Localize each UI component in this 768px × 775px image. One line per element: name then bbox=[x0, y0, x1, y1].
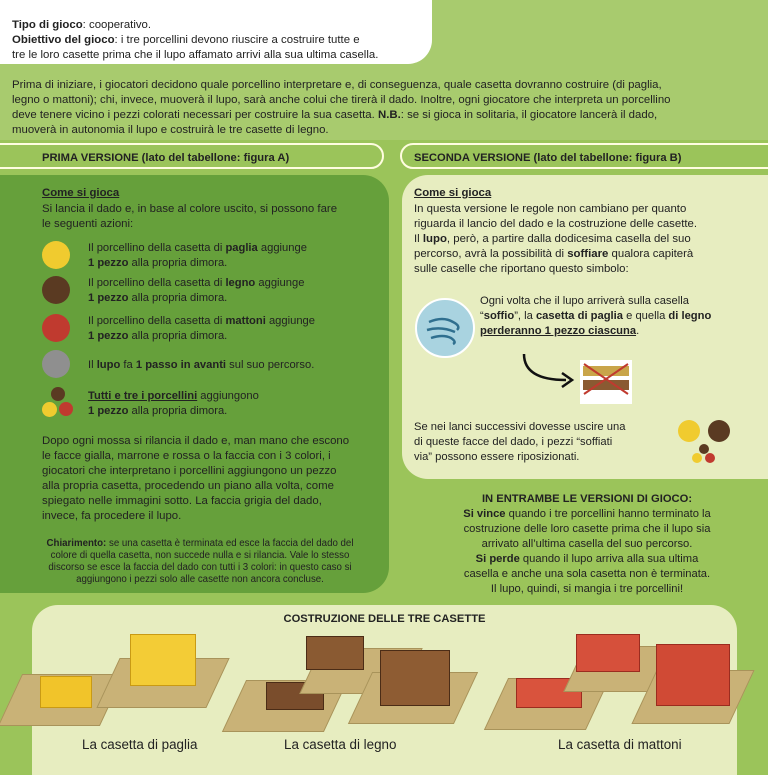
caption-straw: La casetta di paglia bbox=[82, 737, 198, 752]
version-a-panel bbox=[0, 175, 389, 593]
clarification: Chiarimento: se una casetta è terminata ed esce la faccia del dado del colore di quella casetta, non succede nulla e si rilancia. Vale lo stesso discorso se esce la faccia del dado con tutti i 3 colori: in questo caso si aggiungono i pezzi solo alle casette non ancora concluse. bbox=[46, 538, 354, 585]
game-info: Tipo di gioco: cooperativo. Obiettivo del gioco: i tre porcellini devono riuscire a costruire tutte e tre le loro casette prima che il lupo affamato arrivi alla sua ultima casella. bbox=[12, 19, 379, 61]
brick-house-illustration bbox=[486, 628, 742, 736]
version-b-text: In questa versione le regole non cambiano per quanto riguarda il lancio del dado e la costruzione delle casette. Il lupo, però, a partire dalla dodicesima casella del suo percorso, avrà la possibilità di soffiare qualora capiterà sulle caselle che riportano questo simbolo: bbox=[414, 203, 698, 275]
rule-row-brick: Il porcellino della casetta di mattoni aggiunge 1 pezzo alla propria dimora. bbox=[88, 315, 315, 342]
rule-row-straw: Il porcellino della casetta di paglia aggiunge 1 pezzo alla propria dimora. bbox=[88, 242, 307, 269]
yellow-die-face bbox=[42, 241, 70, 269]
red-die-face bbox=[42, 314, 70, 342]
tricolor-die-face bbox=[40, 387, 76, 421]
rule-row-wood: Il porcellino della casetta di legno aggiunge 1 pezzo alla propria dimora. bbox=[88, 277, 305, 304]
caption-brick: La casetta di mattoni bbox=[558, 737, 682, 752]
straw-house-illustration bbox=[8, 640, 228, 735]
win-lose-rules: IN ENTRAMBE LE VERSIONI DI GIOCO: Si vince quando i tre porcellini hanno terminato la costruzione delle loro casette prima che il lupo sia arrivato all’ultima casella del suo percorso. Si perde quando il lupo arriva alla sua ultima casella e anche una sola casetta non è terminata. Il lupo, quindi, si mangia i tre porcellini! bbox=[463, 493, 711, 595]
grey-die-face bbox=[42, 350, 70, 378]
intro-paragraph: Prima di iniziare, i giocatori decidono quale porcellino interpretare e, di conseguenza, quale casetta dovranno costruire (di paglia, legno o mattoni); chi, invece, muoverà il lupo, sarà anche colui che tirerà il dado. Inoltre, ogni giocatore che interpreta un porcellino deve tenere vicino i pezzi colorati necessari per costruire la sua casetta. N.B.: se si gioca in solitaria, il giocatore lancerà il dado, muoverà in autonomia il lupo e costruirà le tre casette di legno. bbox=[12, 79, 671, 136]
brown-die-small bbox=[708, 420, 730, 442]
version-b-header: SECONDA VERSIONE (lato del tabellone: figura B) bbox=[400, 143, 768, 169]
version-b-title: Come si gioca bbox=[414, 187, 492, 199]
rule-row-wolf: Il lupo fa 1 passo in avanti sul suo percorso. bbox=[88, 359, 315, 371]
wind-blow-icon bbox=[415, 298, 475, 358]
version-a-intro: Si lancia il dado e, in base al colore uscito, si possono fare le seguenti azioni: bbox=[42, 203, 338, 230]
wood-house-illustration bbox=[230, 632, 470, 736]
blow-recover: Se nei lanci successivi dovesse uscire una di queste facce del dado, i pezzi “soffiati via” possono essere riposizionati. bbox=[414, 421, 626, 463]
brown-die-face bbox=[42, 276, 70, 304]
removed-pieces-icon bbox=[580, 360, 632, 404]
tricolor-die-small bbox=[690, 444, 720, 464]
yellow-die-small bbox=[678, 420, 700, 442]
caption-wood: La casetta di legno bbox=[284, 737, 397, 752]
version-a-after: Dopo ogni mossa si rilancia il dado e, man mano che escono le facce gialla, marrone e rossa o la faccia con i 3 colori, i giocatori che interpretano i porcellini aggiungono un pezzo alla propria casetta, procedendo un piano alla volta, come spiegato nelle immagini sotto. La faccia grigia del dado, invece, fa procedere il lupo. bbox=[42, 435, 350, 522]
version-a-header: PRIMA VERSIONE (lato del tabellone: figura A) bbox=[0, 143, 384, 169]
version-a-title: Come si gioca bbox=[42, 187, 120, 199]
rule-row-all: Tutti e tre i porcellini aggiungono 1 pezzo alla propria dimora. bbox=[88, 390, 259, 417]
blow-rule: Ogni volta che il lupo arriverà sulla casella “soffio”, la casetta di paglia e quella di legno perderanno 1 pezzo ciascuna. bbox=[480, 295, 712, 337]
construction-title: COSTRUZIONE DELLE TRE CASETTE bbox=[283, 613, 486, 625]
curved-arrow-icon bbox=[518, 350, 578, 392]
